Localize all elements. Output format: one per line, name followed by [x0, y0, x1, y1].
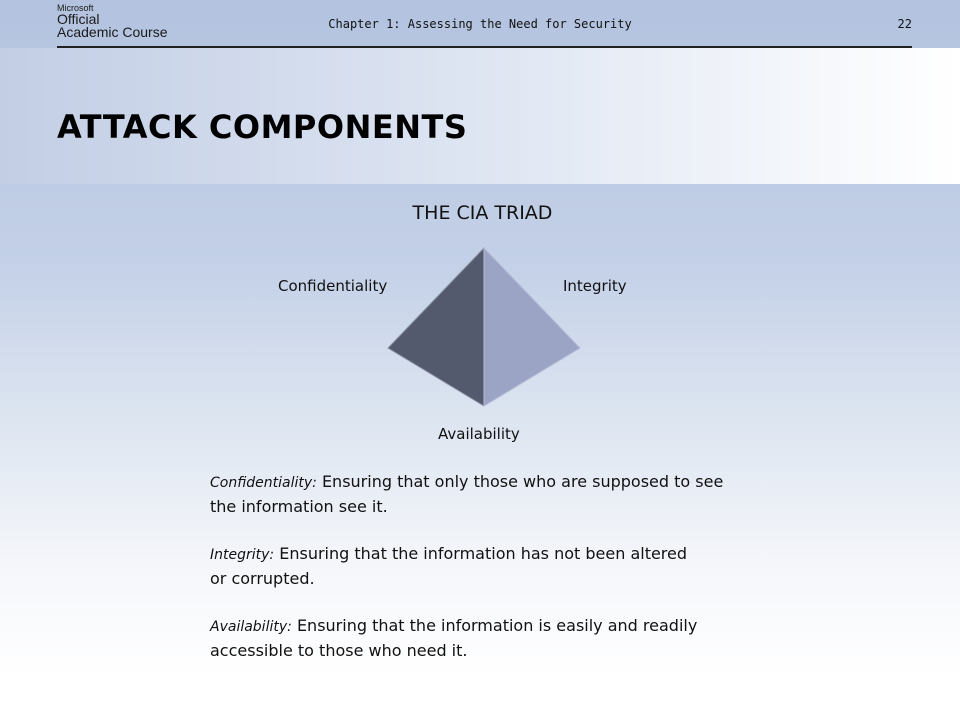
logo-line-academic-course: Academic Course	[57, 24, 168, 40]
definition-confidentiality	[210, 470, 790, 518]
definition-text-continued: or corrupted.	[210, 569, 315, 588]
definitions-list	[210, 470, 790, 686]
label-integrity: Integrity	[563, 277, 627, 295]
pyramid-right-face	[484, 248, 580, 406]
slide-title: ATTACK COMPONENTS	[57, 108, 468, 146]
definition-text: Ensuring that only those who are supposed to see	[316, 472, 724, 491]
chapter-title: Chapter 1: Assessing the Need for Security	[328, 17, 632, 31]
header-divider	[57, 46, 912, 48]
definition-text: Ensuring that the information is easily and readily	[291, 616, 698, 635]
page-number: 22	[897, 17, 912, 31]
definition-term: Availability:	[210, 619, 292, 635]
pyramid-left-face	[388, 248, 484, 406]
definition-text: Ensuring that the information has not been altered	[274, 544, 688, 563]
label-confidentiality: Confidentiality	[278, 277, 388, 295]
cia-triad-title: THE CIA TRIAD	[412, 202, 553, 224]
definition-availability	[210, 614, 790, 662]
label-availability: Availability	[438, 425, 520, 443]
definition-term: Integrity:	[210, 547, 275, 563]
definition-text-continued: accessible to those who need it.	[210, 641, 468, 660]
definition-text-continued: the information see it.	[210, 497, 388, 516]
logo-line-official: Official	[57, 11, 100, 27]
slide-header	[0, 0, 960, 50]
logo-line-microsoft: Microsoft	[57, 3, 94, 13]
cia-pyramid-diagram	[386, 246, 582, 408]
definition-term: Confidentiality:	[210, 475, 317, 491]
definition-integrity	[210, 542, 790, 590]
